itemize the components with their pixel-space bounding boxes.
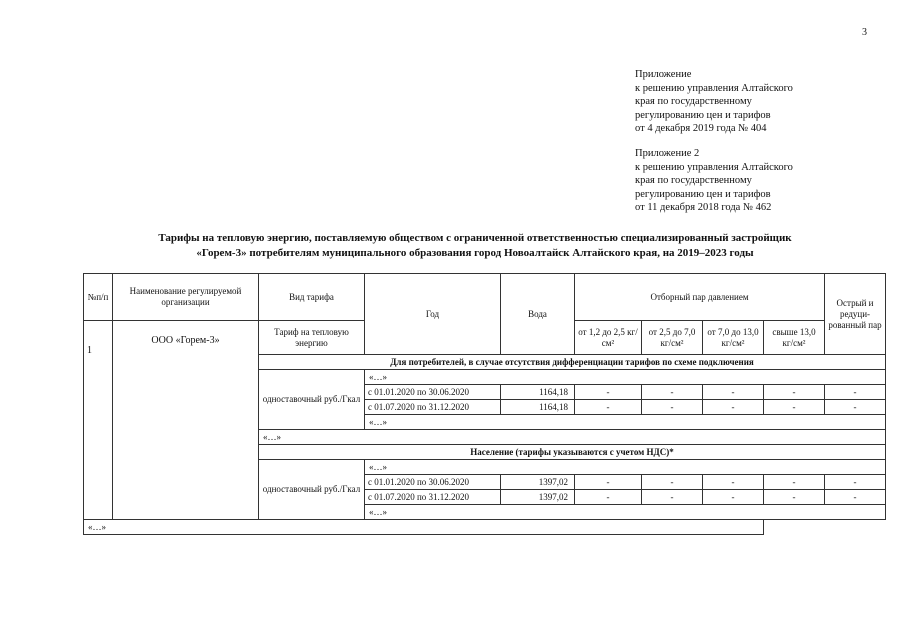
appendix-1-line: регулированию цен и тарифов <box>635 109 771 121</box>
header-year: Год <box>365 274 501 355</box>
water-value-cell: 1397,02 <box>501 490 575 505</box>
document-title <box>60 231 890 261</box>
header-sharp-steam: Острый и редуци-рованный пар <box>825 274 886 355</box>
ellipsis-cell: «…» <box>365 415 886 430</box>
ellipsis-cell: «…» <box>365 460 886 475</box>
appendix-2-line: от 11 декабря 2018 года № 462 <box>635 202 772 213</box>
page-number: 3 <box>862 27 867 38</box>
tariffs-table <box>83 273 886 535</box>
appendix-1-line: от 4 декабря 2019 года № 404 <box>635 123 767 134</box>
dash-cell: - <box>575 475 642 490</box>
dash-cell: - <box>642 385 703 400</box>
water-value-cell: 1164,18 <box>501 400 575 415</box>
header-steam-4: свыше 13,0 кг/см² <box>764 321 825 355</box>
header-steam-3: от 7,0 до 13,0 кг/см² <box>703 321 764 355</box>
header-steam: Отборный пар давлением <box>575 274 825 321</box>
ellipsis-cell: «…» <box>365 505 886 520</box>
section-title: Для потребителей, в случае отсутствия дифференциации тарифов по схеме подключения <box>259 355 886 370</box>
header-tariff-type: Вид тарифа <box>259 274 365 321</box>
period-cell: с 01.07.2020 по 31.12.2020 <box>365 400 501 415</box>
section-title: Население (тарифы указываются с учетом НДС)* <box>259 445 886 460</box>
dash-cell: - <box>764 400 825 415</box>
dash-cell: - <box>764 490 825 505</box>
tariff-kind: одноставочный руб./Гкал <box>259 460 365 520</box>
dash-cell: - <box>642 475 703 490</box>
dash-cell: - <box>764 475 825 490</box>
ellipsis-cell: «…» <box>84 520 764 535</box>
period-cell: с 01.01.2020 по 30.06.2020 <box>365 385 501 400</box>
title-line-1: Тарифы на тепловую энергию, поставляемую обществом с ограниченной ответственностью специализированный застройщик <box>158 232 792 244</box>
dash-cell: - <box>642 400 703 415</box>
dash-cell: - <box>642 490 703 505</box>
dash-cell: - <box>825 490 886 505</box>
ellipsis-row <box>84 520 886 535</box>
dash-cell: - <box>825 400 886 415</box>
dash-cell: - <box>575 385 642 400</box>
header-org: Наименование регулируемой организации <box>113 274 259 321</box>
appendix-1-line: края по государственному <box>635 96 752 107</box>
appendix-2-line: края по государственному <box>635 175 752 186</box>
organization-name: ООО «Горем-3» <box>113 321 259 520</box>
dash-cell: - <box>764 385 825 400</box>
title-line-2: «Горем-3» потребителям муниципального образования город Новоалтайск Алтайского края, на 2019–2023 годы <box>196 247 754 259</box>
dash-cell: - <box>825 385 886 400</box>
appendix-1-note <box>635 68 793 136</box>
period-cell: с 01.01.2020 по 30.06.2020 <box>365 475 501 490</box>
appendix-2-line: Приложение 2 <box>635 148 700 159</box>
appendix-1-line: Приложение <box>635 69 692 80</box>
dash-cell: - <box>825 475 886 490</box>
header-tariff-thermal: Тариф на тепловую энергию <box>259 321 365 355</box>
header-num: №п/п <box>84 274 113 321</box>
row-number: 1 <box>84 321 113 520</box>
appendix-2-line: регулированию цен и тарифов <box>635 188 771 200</box>
dash-cell: - <box>703 385 764 400</box>
water-value-cell: 1164,18 <box>501 385 575 400</box>
dash-cell: - <box>703 400 764 415</box>
water-value-cell: 1397,02 <box>501 475 575 490</box>
dash-cell: - <box>575 490 642 505</box>
dash-cell: - <box>703 475 764 490</box>
ellipsis-cell: «…» <box>365 370 886 385</box>
ellipsis-cell: «…» <box>259 430 886 445</box>
appendix-2-line: к решению управления Алтайского <box>635 161 793 173</box>
header-steam-2: от 2,5 до 7,0 кг/см² <box>642 321 703 355</box>
header-row-1 <box>84 274 886 321</box>
tariff-kind: одноставочный руб./Гкал <box>259 370 365 430</box>
dash-cell: - <box>575 400 642 415</box>
period-cell: с 01.07.2020 по 31.12.2020 <box>365 490 501 505</box>
dash-cell: - <box>703 490 764 505</box>
header-water: Вода <box>501 274 575 355</box>
appendix-1-line: к решению управления Алтайского <box>635 82 793 94</box>
header-steam-1: от 1,2 до 2,5 кг/см² <box>575 321 642 355</box>
appendix-2-note <box>635 147 793 215</box>
